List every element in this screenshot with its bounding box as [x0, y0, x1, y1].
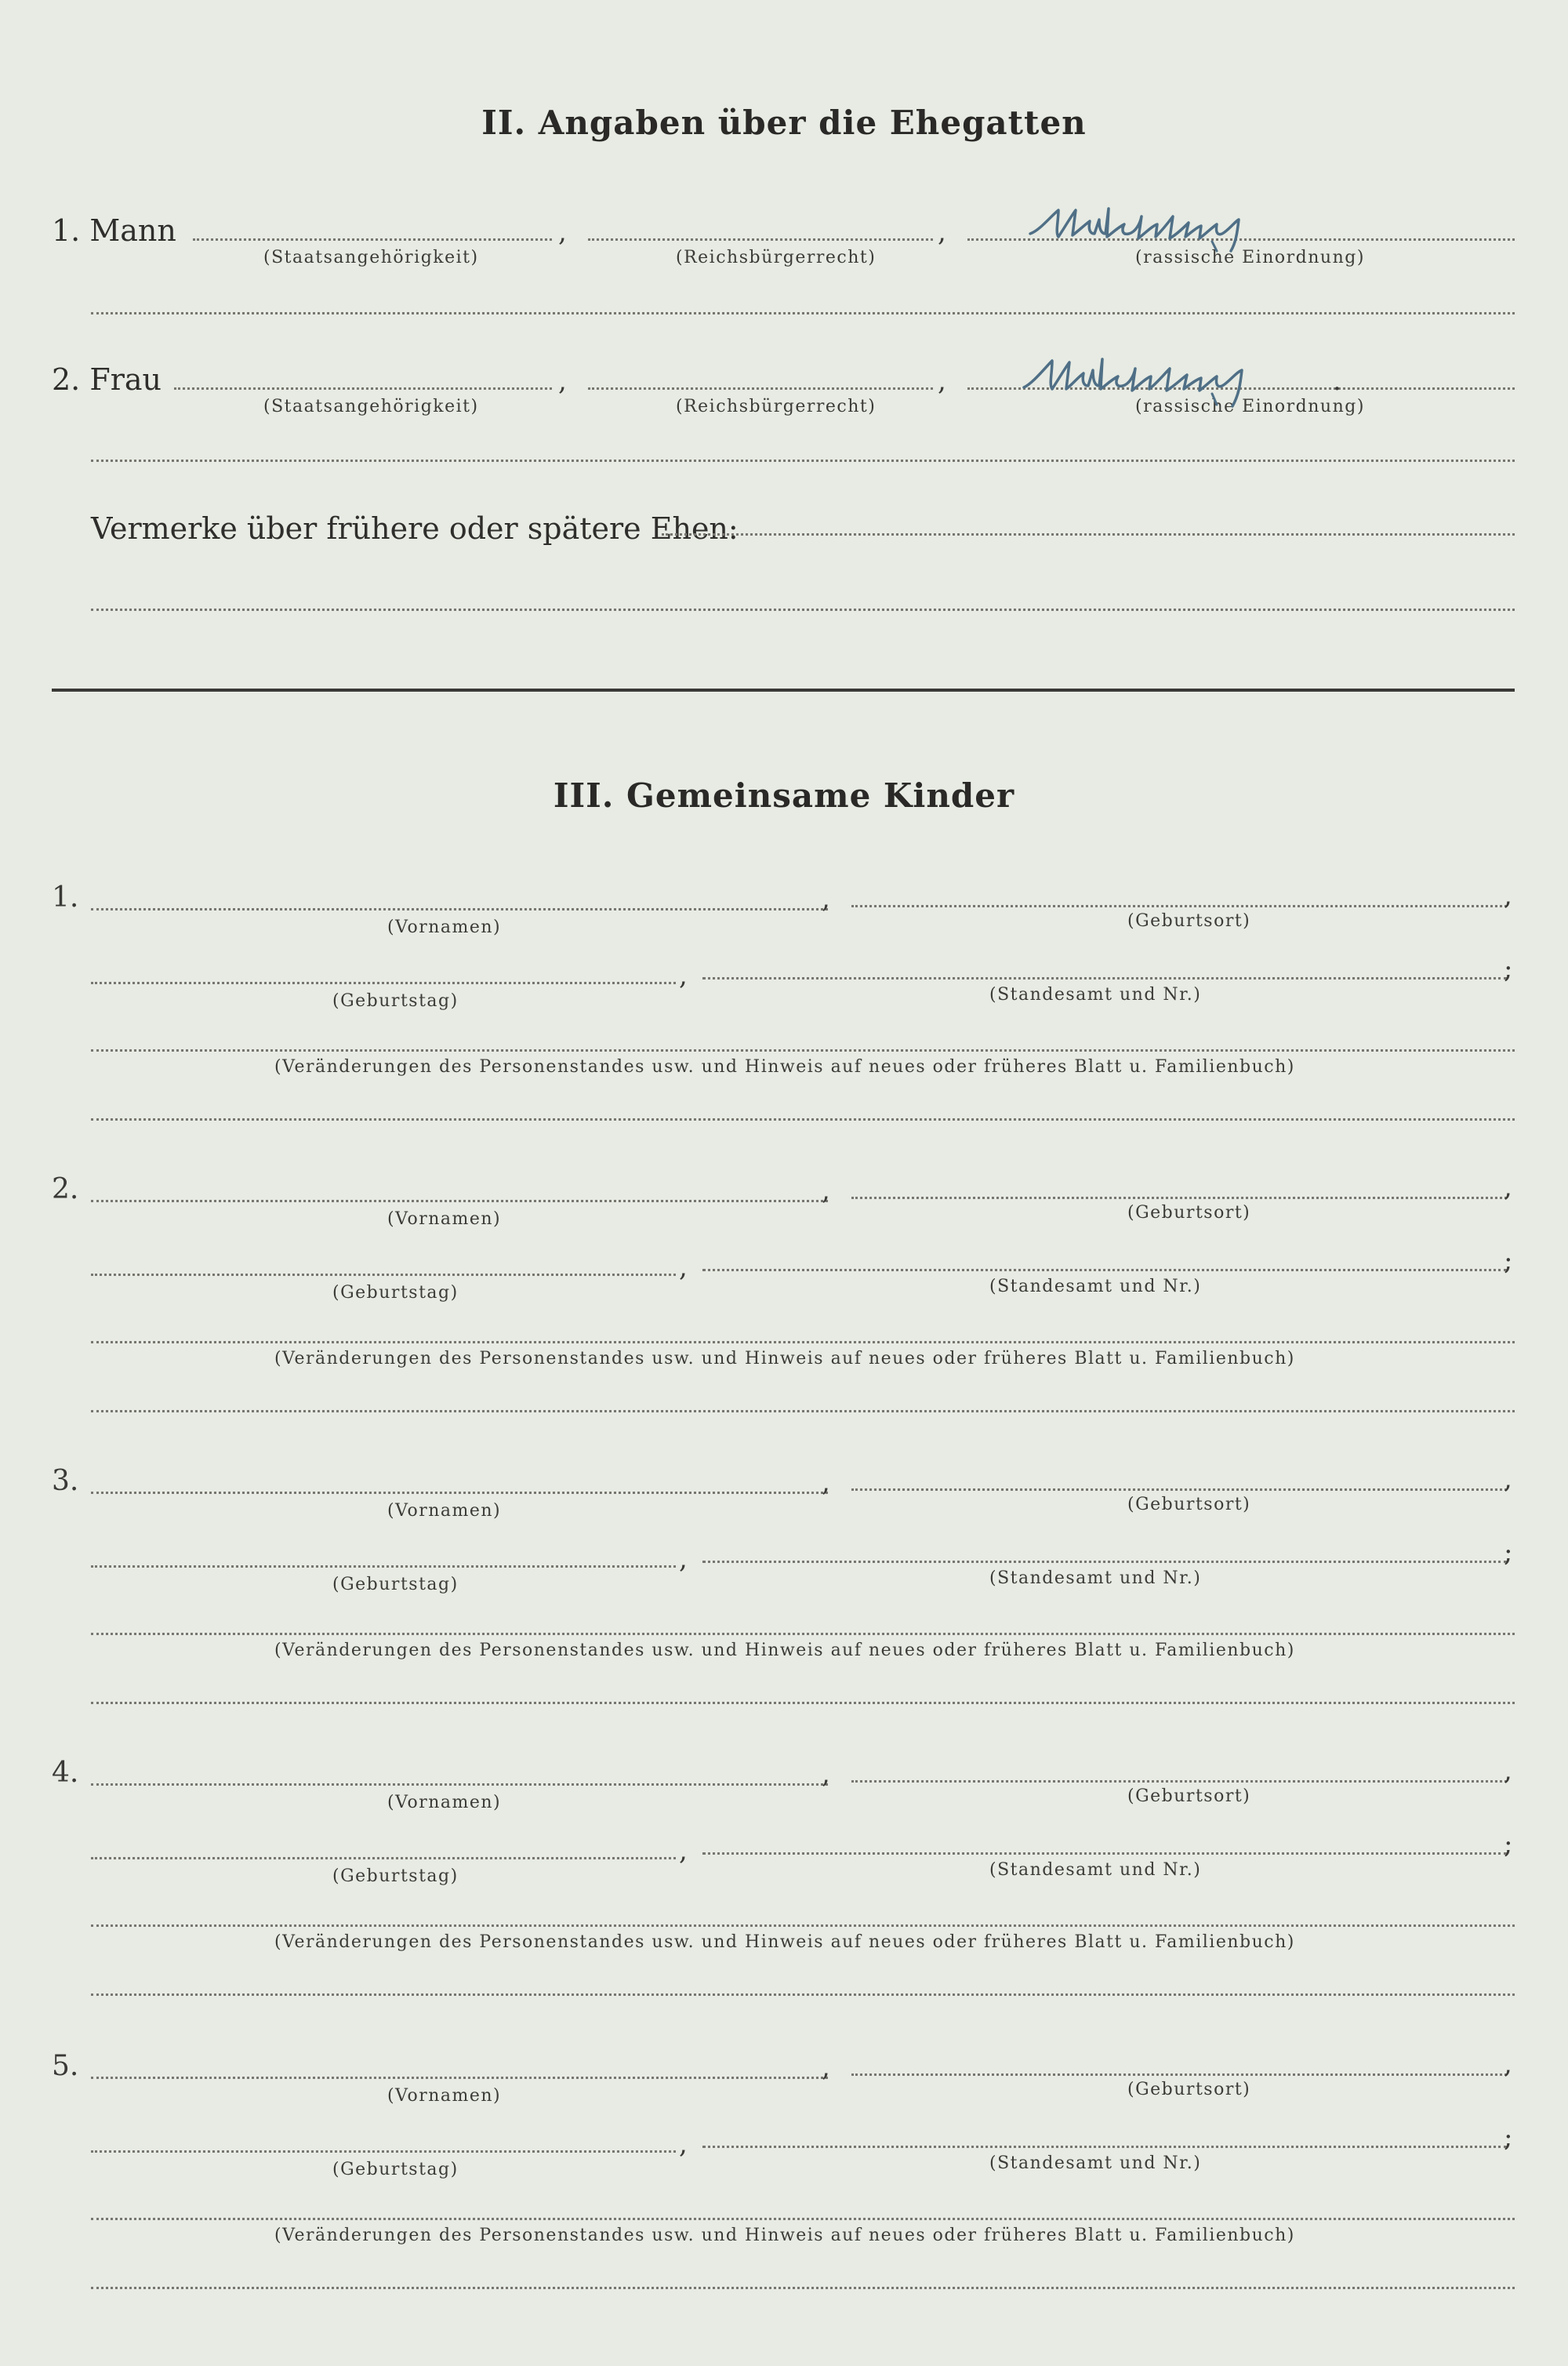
child-geburtsort-field[interactable] — [851, 1780, 1507, 1783]
child-geburtstag-field[interactable] — [91, 1565, 676, 1568]
comma: , — [822, 1466, 830, 1498]
frau-label: 2. Frau — [52, 362, 162, 397]
comma: , — [679, 1252, 688, 1283]
child-veraenderungen-field[interactable] — [91, 1341, 1515, 1343]
vermerke-label: Vermerke über frühere oder spätere Ehen: — [91, 511, 739, 546]
child-geburtsort-field[interactable] — [851, 905, 1507, 907]
vermerke-field[interactable] — [662, 533, 1515, 536]
frau-continuation-line[interactable] — [91, 460, 1515, 462]
child-geburtstag-caption: (Geburtstag) — [332, 991, 459, 1011]
child-geburtsort-caption: (Geburtsort) — [1127, 1203, 1251, 1223]
child-number: 5. — [52, 2050, 79, 2082]
child-standesamt-field[interactable] — [702, 1852, 1507, 1855]
mann-label: 1. Mann — [52, 213, 176, 248]
vermerke-continuation-line[interactable] — [91, 609, 1515, 611]
comma: , — [822, 2052, 830, 2083]
comma: , — [1504, 1463, 1512, 1495]
child-vornamen-field[interactable] — [91, 1200, 828, 1202]
child-vornamen-field[interactable] — [91, 1783, 828, 1786]
child-geburtstag-field[interactable] — [91, 2150, 676, 2153]
child-veraenderungen-field[interactable] — [91, 1633, 1515, 1635]
comma: , — [1504, 2048, 1512, 2080]
child-standesamt-field[interactable] — [702, 2146, 1507, 2148]
child-standesamt-field[interactable] — [702, 1561, 1507, 1563]
child-standesamt-caption: (Standesamt und Nr.) — [989, 1277, 1202, 1296]
child-number: 3. — [52, 1465, 79, 1497]
mann-staatsangehoerigkeit-field[interactable] — [193, 238, 552, 241]
child-vornamen-caption: (Vornamen) — [387, 1793, 502, 1812]
comma: , — [938, 365, 946, 397]
child-continuation-line[interactable] — [91, 1410, 1515, 1412]
comma: , — [558, 216, 567, 248]
child-standesamt-field[interactable] — [702, 977, 1507, 979]
child-continuation-line[interactable] — [91, 2287, 1515, 2289]
child-geburtsort-field[interactable] — [851, 2073, 1507, 2076]
child-vornamen-caption: (Vornamen) — [387, 918, 502, 937]
child-standesamt-caption: (Standesamt und Nr.) — [989, 2153, 1202, 2173]
child-veraenderungen-field[interactable] — [91, 2218, 1515, 2220]
comma: , — [1504, 1755, 1512, 1786]
child-vornamen-caption: (Vornamen) — [387, 1501, 502, 1521]
frau-handwritten-signature — [1019, 342, 1333, 413]
child-geburtstag-field[interactable] — [91, 1857, 676, 1859]
child-veraenderungen-caption: (Veränderungen des Personenstandes usw. und Hinweis auf neues oder früheres Blatt u. Familienbuch) — [274, 1057, 1295, 1077]
mann-reichsbuergerrecht-caption: (Reichsbürgerrecht) — [676, 248, 877, 267]
comma: , — [1504, 1172, 1512, 1203]
frau-staatsangehoerigkeit-caption: (Staatsangehörigkeit) — [263, 397, 479, 416]
semicolon: ; — [1504, 1829, 1513, 1860]
frau-einordnung-caption: (rassische Einordnung) — [1135, 397, 1365, 416]
comma: , — [822, 883, 830, 914]
child-number: 1. — [52, 881, 79, 914]
comma: , — [938, 216, 946, 248]
comma: , — [822, 1758, 830, 1790]
comma: , — [1504, 880, 1512, 911]
mann-continuation-line[interactable] — [91, 312, 1515, 314]
child-continuation-line[interactable] — [91, 1702, 1515, 1704]
child-geburtsort-field[interactable] — [851, 1197, 1507, 1199]
child-vornamen-field[interactable] — [91, 908, 828, 910]
child-vornamen-field[interactable] — [91, 1492, 828, 1494]
frau-reichsbuergerrecht-field[interactable] — [588, 387, 933, 390]
child-veraenderungen-caption: (Veränderungen des Personenstandes usw. und Hinweis auf neues oder früheres Blatt u. Familienbuch) — [274, 2226, 1295, 2245]
frau-reichsbuergerrecht-caption: (Reichsbürgerrecht) — [676, 397, 877, 416]
child-number: 2. — [52, 1173, 79, 1205]
comma: , — [822, 1175, 830, 1206]
mann-einordnung-caption: (rassische Einordnung) — [1135, 248, 1365, 267]
child-geburtsort-caption: (Geburtsort) — [1127, 911, 1251, 931]
comma: , — [679, 2128, 688, 2160]
child-geburtsort-caption: (Geburtsort) — [1127, 2080, 1251, 2099]
child-veraenderungen-caption: (Veränderungen des Personenstandes usw. und Hinweis auf neues oder früheres Blatt u. Familienbuch) — [274, 1349, 1295, 1368]
child-geburtstag-caption: (Geburtstag) — [332, 1866, 459, 1886]
mann-handwritten-signature — [1024, 193, 1306, 256]
child-veraenderungen-field[interactable] — [91, 1924, 1515, 1927]
mann-reichsbuergerrecht-field[interactable] — [588, 238, 933, 241]
child-geburtsort-field[interactable] — [851, 1488, 1507, 1491]
section-title-kinder: III. Gemeinsame Kinder — [553, 776, 1015, 815]
child-standesamt-caption: (Standesamt und Nr.) — [989, 1860, 1202, 1880]
comma: , — [679, 960, 688, 991]
section-divider — [52, 689, 1515, 692]
child-continuation-line[interactable] — [91, 1118, 1515, 1121]
semicolon: ; — [1504, 2122, 1513, 2153]
semicolon: ; — [1504, 954, 1513, 985]
child-geburtstag-caption: (Geburtstag) — [332, 1283, 459, 1303]
child-geburtsort-caption: (Geburtsort) — [1127, 1786, 1251, 1806]
section-title-ehegatten: II. Angaben über die Ehegatten — [481, 104, 1087, 142]
comma: , — [558, 365, 567, 397]
child-geburtstag-field[interactable] — [91, 982, 676, 984]
child-vornamen-caption: (Vornamen) — [387, 2086, 502, 2106]
child-geburtstag-field[interactable] — [91, 1274, 676, 1276]
child-continuation-line[interactable] — [91, 1993, 1515, 1996]
period: . — [1333, 365, 1341, 397]
child-number: 4. — [52, 1757, 79, 1789]
child-geburtstag-caption: (Geburtstag) — [332, 1575, 459, 1594]
child-standesamt-caption: (Standesamt und Nr.) — [989, 985, 1202, 1005]
child-vornamen-caption: (Vornamen) — [387, 1209, 502, 1229]
child-vornamen-field[interactable] — [91, 2077, 828, 2079]
comma: , — [679, 1543, 688, 1575]
semicolon: ; — [1504, 1245, 1513, 1277]
child-veraenderungen-caption: (Veränderungen des Personenstandes usw. und Hinweis auf neues oder früheres Blatt u. Familienbuch) — [274, 1641, 1295, 1660]
child-standesamt-field[interactable] — [702, 1269, 1507, 1271]
child-geburtstag-caption: (Geburtstag) — [332, 2160, 459, 2179]
child-veraenderungen-field[interactable] — [91, 1049, 1515, 1052]
child-geburtsort-caption: (Geburtsort) — [1127, 1495, 1251, 1514]
child-standesamt-caption: (Standesamt und Nr.) — [989, 1568, 1202, 1588]
comma: , — [679, 1835, 688, 1866]
mann-staatsangehoerigkeit-caption: (Staatsangehörigkeit) — [263, 248, 479, 267]
semicolon: ; — [1504, 1537, 1513, 1568]
frau-staatsangehoerigkeit-field[interactable] — [174, 387, 552, 390]
child-veraenderungen-caption: (Veränderungen des Personenstandes usw. und Hinweis auf neues oder früheres Blatt u. Familienbuch) — [274, 1932, 1295, 1952]
